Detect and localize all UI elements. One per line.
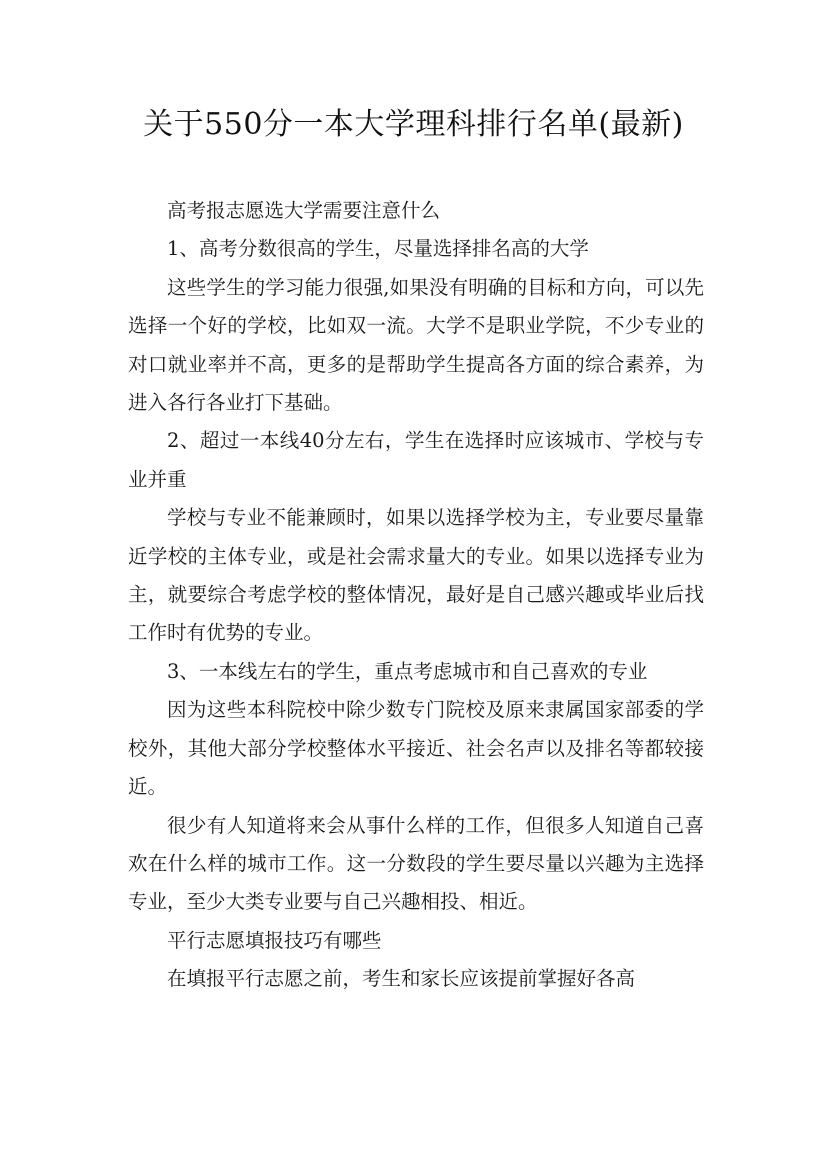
- paragraph-point-1-detail: 这些学生的学习能力很强,如果没有明确的目标和方向，可以先选择一个好的学校，比如双一流。大学不是职业学院，不少专业的对口就业率并不高，更多的是帮助学生提高各方面的综合素养，为进入各行各业打下基础。: [128, 275, 704, 415]
- paragraph-point-3: 3、一本线左右的学生，重点考虑城市和自己喜欢的专业: [167, 659, 648, 683]
- paragraph-parallel-detail: 在填报平行志愿之前，考生和家长应该提前掌握好各高: [167, 967, 636, 991]
- paragraph-point-2-detail: 学校与专业不能兼顾时，如果以选择学校为主，专业要尽量靠近学校的主体专业，或是社会需求量大的专业。如果以选择专业为主，就要综合考虑学校的整体情况，最好是自己感兴趣或毕业后找工作时有优势的专业。: [128, 506, 704, 645]
- paragraph-heading-tips: 高考报志愿选大学需要注意什么: [167, 199, 441, 222]
- document-title: 关于550分一本大学理科排行名单(最新): [143, 107, 684, 142]
- paragraph-point-3-detail-b: 很少有人知道将来会从事什么样的工作，但很多人知道自己喜欢在什么样的城市工作。这一分数段的学生要尽量以兴趣为主选择专业，至少大类专业要与自己兴趣相投、相近。: [128, 813, 704, 914]
- paragraph-point-1: 1、高考分数很高的学生，尽量选择排名高的大学: [167, 237, 589, 261]
- paragraph-heading-parallel: 平行志愿填报技巧有哪些: [167, 928, 382, 952]
- document-body: [128, 192, 704, 999]
- paragraph-point-3-detail-a: 因为这些本科院校中除少数专门院校及原来隶属国家部委的学校外，其他大部分学校整体水平接近、社会名声以及排名等都较接近。: [128, 698, 704, 799]
- paragraph-point-2: 2、超过一本线40分左右，学生在选择时应该城市、学校与专业并重: [128, 429, 704, 491]
